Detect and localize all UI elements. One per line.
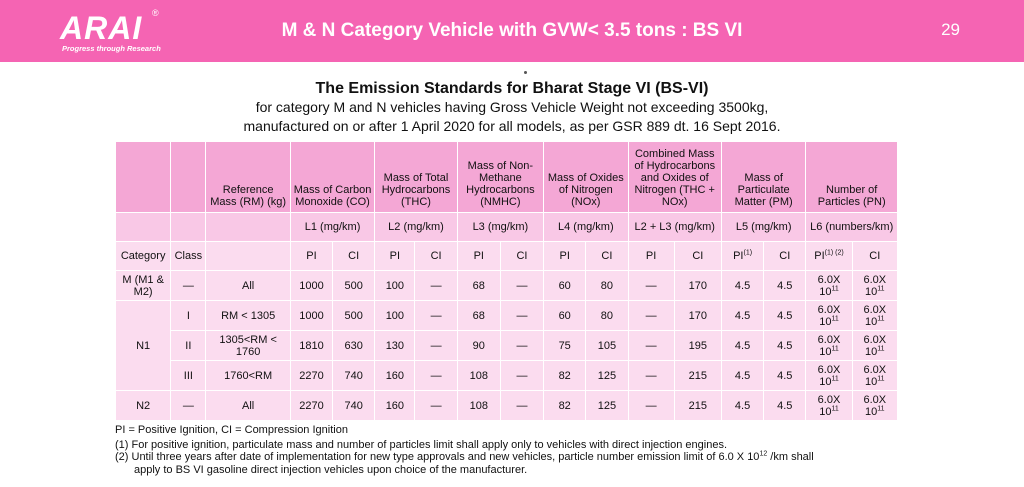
- cell-hcnox-pi: —: [628, 361, 674, 391]
- cell-nmhc-pi: 68: [457, 301, 500, 331]
- pm-pi-footnote-ref: (1): [743, 249, 753, 257]
- header-pi: PI: [628, 242, 674, 271]
- limit-l2-l3: L2 + L3 (mg/km): [628, 213, 721, 242]
- header-pm-pi: [721, 242, 763, 271]
- cell-nox-ci: 125: [586, 391, 628, 421]
- cell-co-pi: 2270: [290, 391, 332, 421]
- header-row-ignition: [116, 242, 898, 271]
- table-heading: The Emission Standards for Bharat Stage VI (BS-VI): [315, 80, 709, 97]
- limit-l4: L4 (mg/km): [544, 213, 628, 242]
- cell-thc-pi: 160: [375, 361, 415, 391]
- pn-pi-footnote-ref: (1) (2): [824, 249, 844, 257]
- cell-class: I: [171, 301, 206, 331]
- pn-exponent: 11: [831, 314, 839, 322]
- header-category: Category: [116, 242, 171, 271]
- header-co: Mass of Carbon Monoxide (CO): [290, 142, 374, 213]
- cell-pm-ci: 4.5: [764, 361, 806, 391]
- footnote-2-continued: apply to BS VI gasoline direct injection vehicles upon choice of the manufacturer.: [134, 464, 528, 476]
- pn-base: 10: [819, 405, 832, 418]
- footnote-2-text: (2) Until three years after date of implementation for new type approvals and new vehicles, particle number emission limit of 6.0 X 10: [115, 451, 760, 463]
- header-pi: PI: [457, 242, 500, 271]
- pn-mantissa: 6.0X: [863, 363, 887, 376]
- table-subheading-line2: manufactured on or after 1 April 2020 for all models, as per GSR 889 dt. 16 Sept 2016.: [243, 118, 781, 134]
- pn-mantissa: 6.0X: [817, 333, 841, 346]
- header-nox: Mass of Oxides of Nitrogen (NOx): [544, 142, 628, 213]
- header-cell-blank: [116, 142, 171, 213]
- cell-co-pi: 1810: [290, 331, 332, 361]
- header-bar: [0, 0, 1024, 62]
- pn-mantissa: 6.0X: [863, 303, 887, 316]
- cell-category: N1: [116, 301, 171, 391]
- header-cell-blank: [171, 213, 206, 242]
- pn-base: 10: [865, 345, 878, 358]
- limit-l1: L1 (mg/km): [290, 213, 374, 242]
- header-pi: PI: [544, 242, 586, 271]
- registered-mark: ®: [152, 8, 159, 18]
- pn-mantissa: 6.0X: [863, 333, 887, 346]
- header-ci: CI: [586, 242, 628, 271]
- pn-exponent: 11: [877, 404, 885, 412]
- cell-nox-ci: 105: [586, 331, 628, 361]
- cell-thc-ci: —: [415, 271, 457, 301]
- cell-pn-ci: [852, 331, 897, 361]
- header-thc: Mass of Total Hydrocarbons (THC): [375, 142, 457, 213]
- cell-rm: 1760<RM: [206, 361, 290, 391]
- cell-pm-pi: 4.5: [721, 331, 763, 361]
- cell-thc-pi: 100: [375, 301, 415, 331]
- header-reference-mass: Reference Mass (RM) (kg): [206, 142, 290, 213]
- limit-l6: L6 (numbers/km): [806, 213, 898, 242]
- pn-exponent: 11: [877, 314, 885, 322]
- cell-pm-ci: 4.5: [764, 391, 806, 421]
- cell-thc-ci: —: [415, 361, 457, 391]
- pm-pi-label: PI: [733, 250, 744, 262]
- pn-base: 10: [865, 315, 878, 328]
- cell-pm-pi: 4.5: [721, 271, 763, 301]
- header-nmhc: Mass of Non-Methane Hydrocarbons (NMHC): [457, 142, 543, 213]
- slide-title: M & N Category Vehicle with GVW< 3.5 tons : BS VI: [281, 20, 743, 41]
- header-ci: CI: [333, 242, 375, 271]
- page-number: 29: [941, 20, 960, 39]
- footnote-legend: PI = Positive Ignition, CI = Compression Ignition: [115, 424, 348, 436]
- cell-category: M (M1 & M2): [116, 271, 171, 301]
- pn-base: 10: [819, 285, 832, 298]
- cell-hcnox-ci: 170: [674, 301, 721, 331]
- cell-class: —: [171, 271, 206, 301]
- header-row-quantities: [116, 142, 898, 213]
- pn-base: 10: [819, 375, 832, 388]
- pn-exponent: 11: [831, 284, 839, 292]
- cursor-dot: [524, 71, 527, 74]
- cell-co-ci: 740: [333, 361, 375, 391]
- pn-exponent: 11: [831, 404, 839, 412]
- cell-hcnox-pi: —: [628, 271, 674, 301]
- cell-nmhc-ci: —: [500, 331, 543, 361]
- cell-co-pi: 2270: [290, 361, 332, 391]
- pn-exponent: 11: [877, 374, 885, 382]
- cell-class: III: [171, 361, 206, 391]
- cell-class: —: [171, 391, 206, 421]
- pn-base: 10: [819, 315, 832, 328]
- cell-pm-ci: 4.5: [764, 271, 806, 301]
- cell-pn-pi: [806, 331, 852, 361]
- cell-thc-ci: —: [415, 331, 457, 361]
- cell-hcnox-ci: 215: [674, 391, 721, 421]
- header-cell-blank: [206, 242, 290, 271]
- cell-rm: 1305<RM < 1760: [206, 331, 290, 361]
- table-row: [116, 301, 898, 331]
- header-pi: PI: [375, 242, 415, 271]
- table-row: [116, 361, 898, 391]
- header-pn: Number of Particles (PN): [806, 142, 898, 213]
- cell-pn-ci: [852, 391, 897, 421]
- table-row: [116, 391, 898, 421]
- cell-nmhc-ci: —: [500, 301, 543, 331]
- cell-nmhc-ci: —: [500, 391, 543, 421]
- pn-mantissa: 6.0X: [817, 273, 841, 286]
- cell-hcnox-ci: 170: [674, 271, 721, 301]
- limit-l5: L5 (mg/km): [721, 213, 805, 242]
- limit-l3: L3 (mg/km): [457, 213, 543, 242]
- table-row: [116, 331, 898, 361]
- header-pn-pi: [806, 242, 852, 271]
- cell-pn-pi: [806, 271, 852, 301]
- header-ci: CI: [852, 242, 897, 271]
- cell-thc-pi: 100: [375, 271, 415, 301]
- cell-pm-ci: 4.5: [764, 331, 806, 361]
- cell-pn-ci: [852, 301, 897, 331]
- logo-tagline: Progress through Research: [62, 44, 161, 53]
- pn-base: 10: [865, 405, 878, 418]
- cell-thc-pi: 130: [375, 331, 415, 361]
- header-class: Class: [171, 242, 206, 271]
- cell-pn-pi: [806, 361, 852, 391]
- limit-l2: L2 (mg/km): [375, 213, 457, 242]
- pn-exponent: 11: [877, 284, 885, 292]
- cell-nox-ci: 80: [586, 271, 628, 301]
- cell-hcnox-pi: —: [628, 301, 674, 331]
- footnote-1: (1) For positive ignition, particulate mass and number of particles limit shall apply only to vehicles with direct injection engines.: [115, 439, 728, 451]
- cell-co-pi: 1000: [290, 301, 332, 331]
- cell-hcnox-ci: 195: [674, 331, 721, 361]
- cell-pm-ci: 4.5: [764, 301, 806, 331]
- cell-co-ci: 740: [333, 391, 375, 421]
- pn-mantissa: 6.0X: [817, 393, 841, 406]
- cell-nmhc-ci: —: [500, 361, 543, 391]
- cell-nmhc-pi: 68: [457, 271, 500, 301]
- cell-nox-pi: 75: [544, 331, 586, 361]
- cell-nmhc-ci: —: [500, 271, 543, 301]
- cell-pn-ci: [852, 271, 897, 301]
- footnote-2: [115, 452, 814, 463]
- pn-pi-label: PI: [814, 250, 825, 262]
- pn-exponent: 11: [877, 344, 885, 352]
- cell-pn-pi: [806, 301, 852, 331]
- header-pi: PI: [290, 242, 332, 271]
- header-ci: CI: [500, 242, 543, 271]
- cell-nmhc-pi: 108: [457, 361, 500, 391]
- header-ci: CI: [764, 242, 806, 271]
- cell-hcnox-pi: —: [628, 391, 674, 421]
- header-cell-blank: [116, 213, 171, 242]
- cell-pm-pi: 4.5: [721, 391, 763, 421]
- pn-base: 10: [819, 345, 832, 358]
- cell-rm: All: [206, 391, 290, 421]
- emission-standards-table: [115, 141, 898, 421]
- pn-base: 10: [865, 285, 878, 298]
- pn-mantissa: 6.0X: [863, 273, 887, 286]
- logo-text: ARAI: [60, 10, 143, 46]
- cell-nox-pi: 60: [544, 271, 586, 301]
- cell-thc-ci: —: [415, 301, 457, 331]
- cell-thc-ci: —: [415, 391, 457, 421]
- cell-pn-pi: [806, 391, 852, 421]
- header-ci: CI: [415, 242, 457, 271]
- header-pm: Mass of Particulate Matter (PM): [721, 142, 805, 213]
- header-cell-blank: [206, 213, 290, 242]
- cell-rm: All: [206, 271, 290, 301]
- header-thc-nox: Combined Mass of Hydrocarbons and Oxides of Nitrogen (THC + NOx): [628, 142, 721, 213]
- cell-pm-pi: 4.5: [721, 301, 763, 331]
- cell-nmhc-pi: 90: [457, 331, 500, 361]
- cell-nox-ci: 80: [586, 301, 628, 331]
- header-ci: CI: [674, 242, 721, 271]
- cell-co-ci: 630: [333, 331, 375, 361]
- cell-hcnox-ci: 215: [674, 361, 721, 391]
- cell-rm: RM < 1305: [206, 301, 290, 331]
- footnote-2-exponent: 12: [759, 450, 768, 458]
- pn-base: 10: [865, 375, 878, 388]
- pn-mantissa: 6.0X: [817, 303, 841, 316]
- table-body: [116, 271, 898, 421]
- cell-co-ci: 500: [333, 271, 375, 301]
- table-subheading-line1: for category M and N vehicles having Gross Vehicle Weight not exceeding 3500kg,: [255, 99, 769, 115]
- cell-nox-pi: 82: [544, 391, 586, 421]
- cell-nox-ci: 125: [586, 361, 628, 391]
- cell-pn-ci: [852, 361, 897, 391]
- cell-nox-pi: 60: [544, 301, 586, 331]
- cell-thc-pi: 160: [375, 391, 415, 421]
- pn-exponent: 11: [831, 374, 839, 382]
- cell-pm-pi: 4.5: [721, 361, 763, 391]
- footnote-2-unit: /km shall: [767, 451, 814, 463]
- cell-category: N2: [116, 391, 171, 421]
- cell-class: II: [171, 331, 206, 361]
- pn-exponent: 11: [831, 344, 839, 352]
- cell-nox-pi: 82: [544, 361, 586, 391]
- pn-mantissa: 6.0X: [863, 393, 887, 406]
- cell-nmhc-pi: 108: [457, 391, 500, 421]
- cell-hcnox-pi: —: [628, 331, 674, 361]
- cell-co-pi: 1000: [290, 271, 332, 301]
- table-row: [116, 271, 898, 301]
- header-row-limits: [116, 213, 898, 242]
- cell-co-ci: 500: [333, 301, 375, 331]
- pn-mantissa: 6.0X: [817, 363, 841, 376]
- header-cell-blank: [171, 142, 206, 213]
